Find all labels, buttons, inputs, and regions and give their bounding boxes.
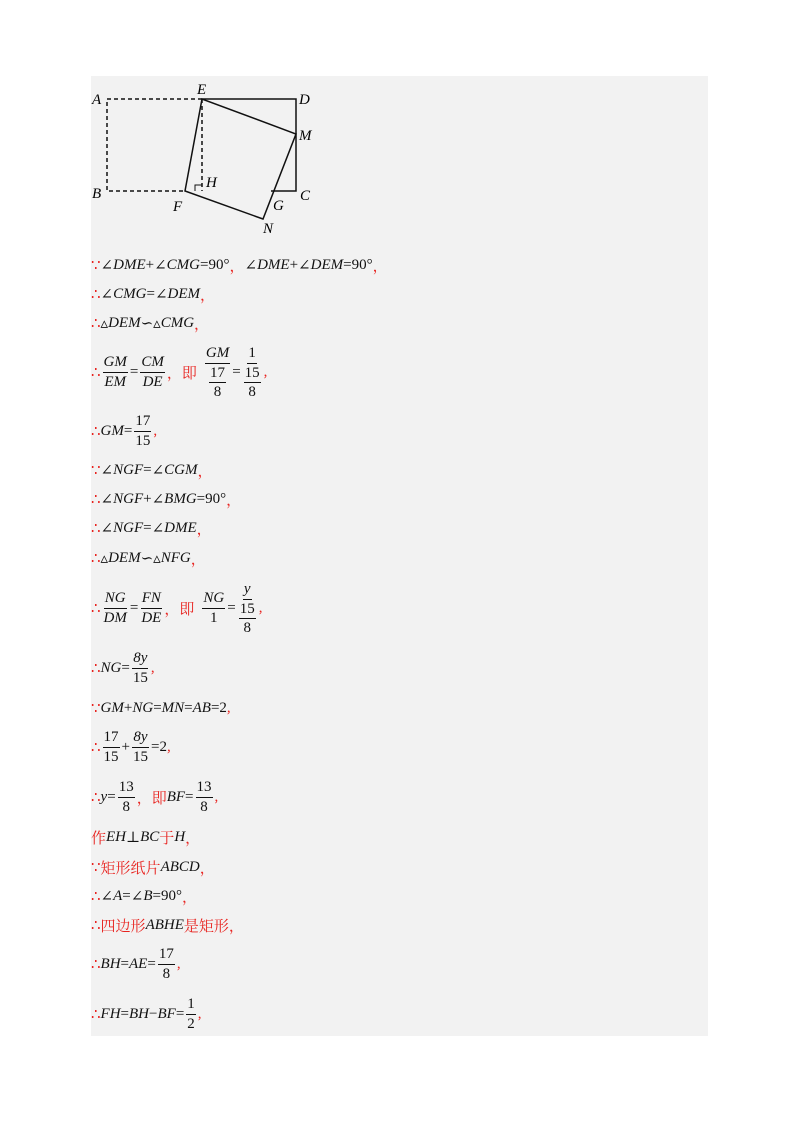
fraction: $\frac{17}{15}$ — [135, 412, 151, 449]
label-f: F — [173, 199, 183, 215]
proof-line-16: ∵ 矩形纸片 ABCD ， — [91, 858, 215, 877]
fraction: $\frac{NG}{DM}$ — [103, 589, 127, 626]
proof-line-6: ∵ ∠ NGF = ∠ CGM ， — [91, 461, 213, 480]
fraction: $\frac{NG}{1}$ — [203, 589, 225, 626]
proof-line-4: ∴ $\frac{GM}{EM}$ = $\frac{CM}{DE}$ ， 即 $\frac{GM}{\frac{17}{8}}$ = $\frac{1}{\frac{15}{8}}$ , — [91, 344, 268, 400]
fraction: $\frac{CM}{DE}$ — [141, 353, 164, 390]
label-a: A — [92, 92, 102, 108]
fraction: $\frac{1}{\frac{15}{8}}$ — [244, 344, 260, 400]
proof-line-5: ∴ GM = $\frac{17}{15}$ , — [91, 412, 158, 449]
label-c: C — [300, 188, 311, 204]
fraction: $\frac{15}{8}$ — [244, 364, 260, 400]
proof-line-10: ∴ $\frac{NG}{DM}$ = $\frac{FN}{DE}$ ， 即 $\frac{NG}{1}$ = $\frac{y}{\frac{15}{8}}$ , — [91, 580, 263, 636]
fraction: $\frac{FN}{DE}$ — [141, 589, 162, 626]
fraction: $\frac{17}{15}$ — [103, 728, 119, 765]
fraction: $\frac{13}{8}$ — [196, 778, 212, 815]
proof-line-9: ∴ ▵ DEM ∽ ▵ NFG ， — [91, 549, 206, 568]
label-b: B — [92, 186, 102, 202]
fraction: $\frac{17}{8}$ — [210, 364, 226, 400]
label-m: M — [299, 128, 312, 144]
label-h: H — [206, 175, 217, 191]
fraction: $\frac{y}{\frac{15}{8}}$ — [239, 580, 255, 636]
label-d: D — [299, 92, 310, 108]
proof-line-8: ∴ ∠ NGF = ∠ DME ， — [91, 519, 212, 538]
label-n: N — [263, 221, 274, 237]
right-angle-mark-h — [195, 185, 202, 191]
fraction: $\frac{GM}{EM}$ — [103, 353, 127, 390]
proof-line-1: ∵ ∠ DME + ∠ CMG = 90° ， ∠ DME + ∠ DEM = 90° ， — [91, 256, 388, 275]
fraction: $\frac{13}{8}$ — [118, 778, 134, 815]
label-g: G — [273, 198, 284, 214]
proof-line-17: ∴ ∠ A = ∠ B = 90° ， — [91, 887, 197, 906]
fraction: $\frac{GM}{\frac{17}{8}}$ — [205, 344, 230, 400]
label-e: E — [197, 82, 207, 98]
proof-line-2: ∴ ∠ CMG = ∠ DEM ， — [91, 285, 216, 304]
geometry-figure — [91, 76, 351, 246]
proof-line-14: ∴ y = $\frac{13}{8}$ ， 即 BF = $\frac{13}{8}$ , — [91, 778, 219, 815]
proof-line-13: ∴ $\frac{17}{15}$ + $\frac{8y}{15}$ = 2 , — [91, 728, 171, 765]
proof-line-15: 作 EH ⊥ BC 于 H ， — [91, 828, 201, 847]
proof-line-3: ∴ ▵ DEM ∽ ▵ CMG ， — [91, 314, 210, 333]
solution-panel — [91, 76, 708, 1036]
proof-line-18: ∴ 四边形 ABHE 是矩形 ， — [91, 916, 244, 935]
proof-line-19: ∴ BH = AE = $\frac{17}{8}$ , — [91, 945, 181, 982]
fraction: $\frac{17}{8}$ — [158, 945, 174, 982]
proof-line-7: ∴ ∠ NGF + ∠ BMG = 90° ， — [91, 490, 242, 509]
proof-line-11: ∴ NG = $\frac{8y}{15}$ , — [91, 649, 155, 686]
proof-line-20: ∴ FH = BH − BF = $\frac{1}{2}$ , — [91, 995, 202, 1032]
fraction: $\frac{8y}{15}$ — [132, 649, 148, 686]
fraction: $\frac{15}{8}$ — [239, 600, 255, 636]
fraction: $\frac{8y}{15}$ — [133, 728, 149, 765]
fraction: $\frac{1}{2}$ — [187, 995, 195, 1032]
proof-line-12: ∵ GM + NG = MN = AB = 2 , — [91, 699, 231, 717]
